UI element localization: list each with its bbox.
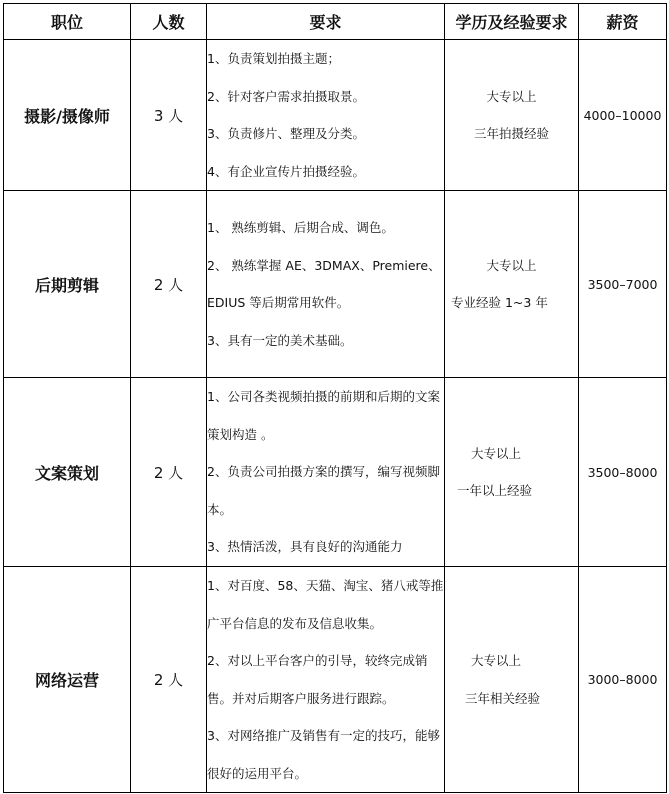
education-cell — [445, 191, 579, 378]
requirement-item: 4、有企业宣传片拍摄经验。 — [207, 163, 365, 179]
requirement-item: 3、负责修片、整理及分类。 — [207, 126, 365, 141]
requirement-item: 3、具有一定的美术基础。 — [207, 332, 353, 348]
requirement-item: 3、热情活泼，具有良好的沟通能力 — [207, 539, 403, 555]
requirement-item: 1、 熟练剪辑、后期合成、调色。 — [207, 220, 394, 235]
count-cell: 3 人 — [131, 40, 207, 191]
requirement-item: 2、负责公司拍摄方案的撰写，编写视频脚本。 — [207, 464, 440, 517]
education-line: 大专以上 — [486, 257, 537, 273]
education-cell — [445, 378, 579, 567]
position-cell: 网络运营 — [4, 567, 131, 793]
job-requirements-table — [3, 3, 667, 793]
requirements-cell — [207, 40, 445, 191]
salary-cell: 3000–8000 — [579, 567, 667, 793]
requirements-cell — [207, 191, 445, 378]
table-row — [4, 191, 667, 378]
requirements-cell — [207, 378, 445, 567]
table-row — [4, 40, 667, 191]
count-cell: 2 人 — [131, 567, 207, 793]
count-cell: 2 人 — [131, 191, 207, 378]
position-cell: 文案策划 — [4, 378, 131, 567]
header-count: 人数 — [131, 4, 207, 40]
position-cell: 摄影/摄像师 — [4, 40, 131, 191]
requirement-item: 1、负责策划拍摄主题； — [207, 51, 340, 66]
education-line: 大专以上 — [471, 653, 522, 668]
header-salary: 薪资 — [579, 4, 667, 40]
salary-cell: 3500–8000 — [579, 378, 667, 567]
experience-line: 三年相关经验 — [465, 690, 541, 706]
requirement-item: 1、公司各类视频拍摄的前期和后期的文案策划构造 。 — [207, 389, 440, 442]
requirement-item: 2、针对客户需求拍摄取景。 — [207, 88, 365, 104]
requirement-item: 3、对网络推广及销售有一定的技巧，能够很好的运用平台。 — [207, 728, 440, 781]
salary-cell: 4000–10000 — [579, 40, 667, 191]
education-line: 大专以上 — [471, 445, 522, 461]
header-position: 职位 — [4, 4, 131, 40]
header-education-experience: 学历及经验要求 — [445, 4, 579, 40]
requirement-item: 2、对以上平台客户的引导，较终完成销售。并对后期客户服务进行跟踪。 — [207, 653, 428, 706]
experience-line: 一年以上经验 — [457, 483, 533, 498]
table-header-row — [4, 4, 667, 40]
requirement-item: 1、对百度、58、天猫、淘宝、猪八戒等推广平台信息的发布及信息收集。 — [207, 578, 444, 631]
education-cell — [445, 567, 579, 793]
table-row — [4, 567, 667, 793]
requirement-item: 2、 熟练掌握 AE、3DMAX、Premiere、EDIUS 等后期常用软件。 — [207, 257, 441, 310]
count-cell: 2 人 — [131, 378, 207, 567]
experience-line: 专业经验 1~3 年 — [451, 295, 548, 310]
experience-line: 三年拍摄经验 — [473, 126, 549, 141]
education-cell — [445, 40, 579, 191]
position-cell: 后期剪辑 — [4, 191, 131, 378]
header-requirements: 要求 — [207, 4, 445, 40]
table-row — [4, 378, 667, 567]
salary-cell: 3500–7000 — [579, 191, 667, 378]
education-line: 大专以上 — [486, 88, 537, 104]
requirements-cell — [207, 567, 445, 793]
